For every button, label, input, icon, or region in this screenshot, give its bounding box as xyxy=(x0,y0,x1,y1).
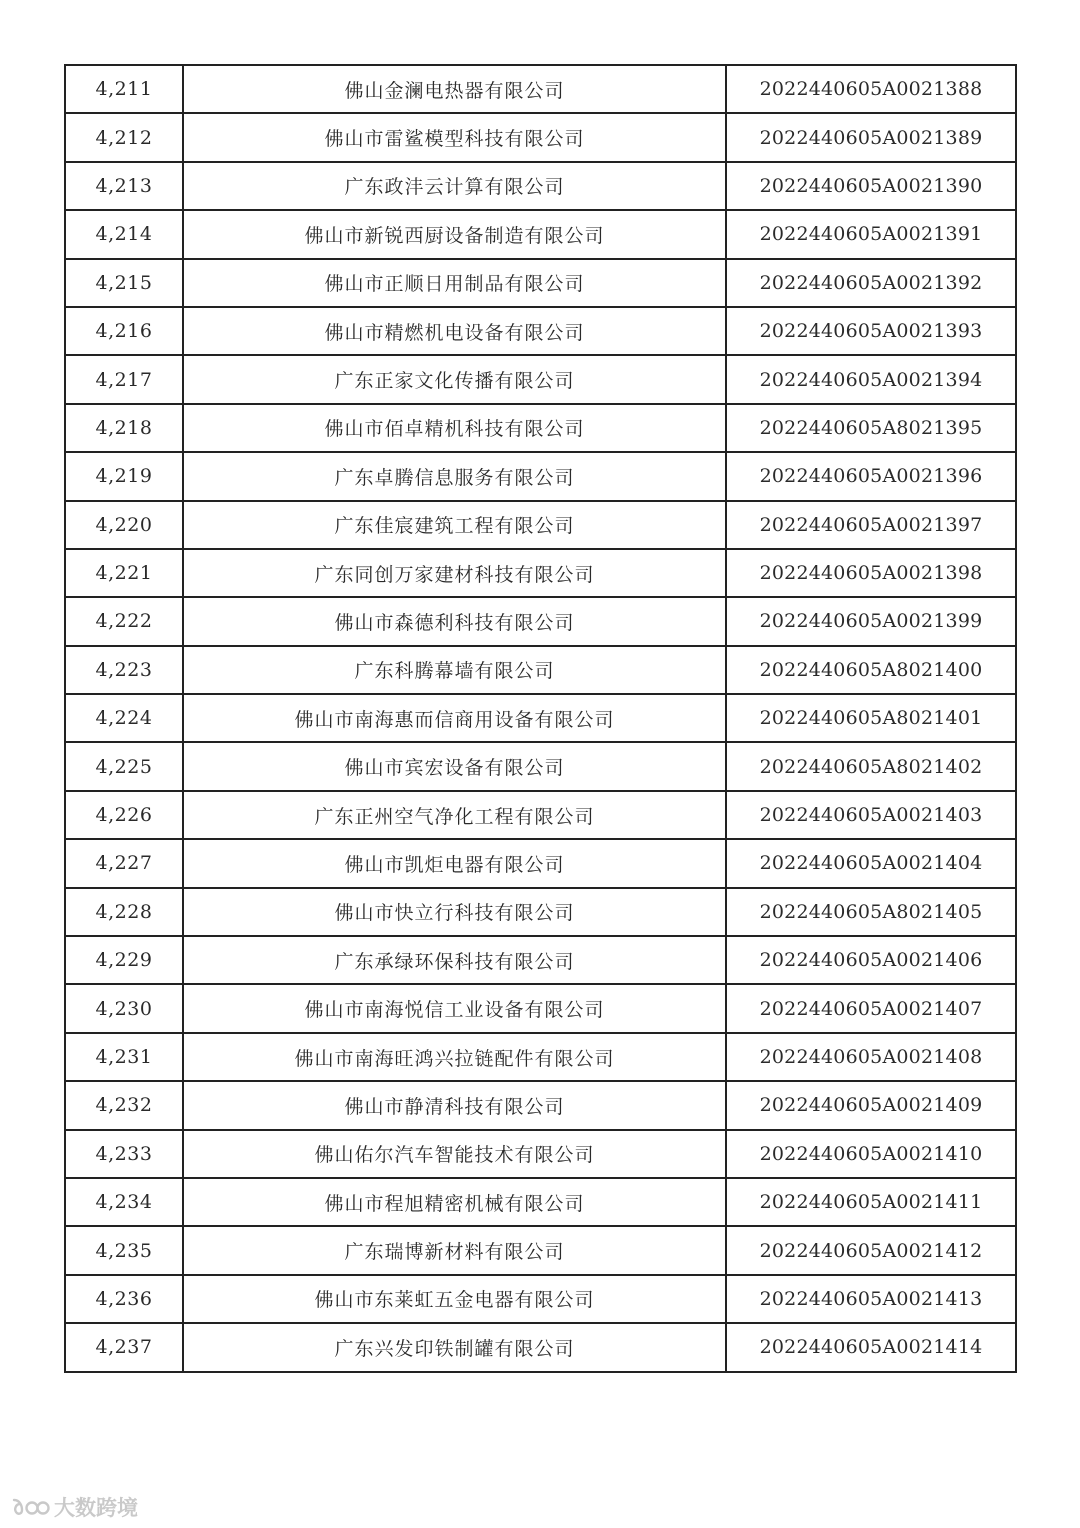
registration-code-cell: 2022440605A0021404 xyxy=(726,839,1016,887)
table-row xyxy=(65,452,1016,500)
table-row xyxy=(65,501,1016,549)
company-name-cell: 广东卓腾信息服务有限公司 xyxy=(183,452,726,500)
row-number-cell: 4,225 xyxy=(65,742,183,790)
table-row xyxy=(65,984,1016,1032)
company-name-cell: 佛山市静清科技有限公司 xyxy=(183,1081,726,1129)
company-name-cell: 广东正州空气净化工程有限公司 xyxy=(183,791,726,839)
row-number-cell: 4,230 xyxy=(65,984,183,1032)
table-row xyxy=(65,791,1016,839)
table-row xyxy=(65,1081,1016,1129)
table-row xyxy=(65,1130,1016,1178)
company-name-cell: 佛山市南海惠而信商用设备有限公司 xyxy=(183,694,726,742)
table-row xyxy=(65,549,1016,597)
row-number-cell: 4,227 xyxy=(65,839,183,887)
registration-code-cell: 2022440605A0021407 xyxy=(726,984,1016,1032)
row-number-cell: 4,222 xyxy=(65,597,183,645)
company-name-cell: 佛山市南海悦信工业设备有限公司 xyxy=(183,984,726,1032)
row-number-cell: 4,219 xyxy=(65,452,183,500)
registration-code-cell: 2022440605A0021393 xyxy=(726,307,1016,355)
company-name-cell: 广东政沣云计算有限公司 xyxy=(183,162,726,210)
row-number-cell: 4,236 xyxy=(65,1275,183,1323)
table-row xyxy=(65,597,1016,645)
table-body xyxy=(65,65,1016,1372)
registration-code-cell: 2022440605A0021413 xyxy=(726,1275,1016,1323)
registration-code-cell: 2022440605A0021398 xyxy=(726,549,1016,597)
table-row xyxy=(65,646,1016,694)
company-name-cell: 广东科腾幕墙有限公司 xyxy=(183,646,726,694)
table-row xyxy=(65,742,1016,790)
row-number-cell: 4,220 xyxy=(65,501,183,549)
registration-code-cell: 2022440605A8021401 xyxy=(726,694,1016,742)
table-row xyxy=(65,1226,1016,1274)
registration-code-cell: 2022440605A0021397 xyxy=(726,501,1016,549)
company-name-cell: 佛山市佰卓精机科技有限公司 xyxy=(183,404,726,452)
company-name-cell: 佛山市森德利科技有限公司 xyxy=(183,597,726,645)
row-number-cell: 4,235 xyxy=(65,1226,183,1274)
table-row xyxy=(65,936,1016,984)
company-name-cell: 佛山市程旭精密机械有限公司 xyxy=(183,1178,726,1226)
table-row xyxy=(65,839,1016,887)
company-name-cell: 广东承绿环保科技有限公司 xyxy=(183,936,726,984)
registration-code-cell: 2022440605A0021412 xyxy=(726,1226,1016,1274)
company-name-cell: 广东佳宸建筑工程有限公司 xyxy=(183,501,726,549)
company-name-cell: 佛山市宾宏设备有限公司 xyxy=(183,742,726,790)
registration-code-cell: 2022440605A0021390 xyxy=(726,162,1016,210)
registration-code-cell: 2022440605A0021392 xyxy=(726,259,1016,307)
registration-code-cell: 2022440605A0021396 xyxy=(726,452,1016,500)
registration-code-cell: 2022440605A0021409 xyxy=(726,1081,1016,1129)
table-row xyxy=(65,888,1016,936)
watermark xyxy=(10,1492,138,1522)
company-name-cell: 佛山市凯炬电器有限公司 xyxy=(183,839,726,887)
registration-code-cell: 2022440605A0021391 xyxy=(726,210,1016,258)
company-name-cell: 广东同创万家建材科技有限公司 xyxy=(183,549,726,597)
company-name-cell: 佛山市快立行科技有限公司 xyxy=(183,888,726,936)
table-row xyxy=(65,162,1016,210)
company-name-cell: 广东瑞博新材料有限公司 xyxy=(183,1226,726,1274)
table-row xyxy=(65,1178,1016,1226)
company-name-cell: 佛山佑尔汽车智能技术有限公司 xyxy=(183,1130,726,1178)
table-row xyxy=(65,307,1016,355)
table-row xyxy=(65,1275,1016,1323)
registration-code-cell: 2022440605A0021410 xyxy=(726,1130,1016,1178)
row-number-cell: 4,226 xyxy=(65,791,183,839)
company-name-cell: 佛山市正顺日用制品有限公司 xyxy=(183,259,726,307)
registration-code-cell: 2022440605A0021408 xyxy=(726,1033,1016,1081)
company-name-cell: 佛山市雷鲨模型科技有限公司 xyxy=(183,113,726,161)
row-number-cell: 4,223 xyxy=(65,646,183,694)
row-number-cell: 4,232 xyxy=(65,1081,183,1129)
company-name-cell: 广东正家文化传播有限公司 xyxy=(183,355,726,403)
row-number-cell: 4,214 xyxy=(65,210,183,258)
company-name-cell: 佛山市新锐西厨设备制造有限公司 xyxy=(183,210,726,258)
table-row xyxy=(65,1323,1016,1371)
row-number-cell: 4,229 xyxy=(65,936,183,984)
row-number-cell: 4,231 xyxy=(65,1033,183,1081)
table-row xyxy=(65,210,1016,258)
table-row xyxy=(65,694,1016,742)
company-list-table-container xyxy=(64,64,1015,1373)
row-number-cell: 4,224 xyxy=(65,694,183,742)
wechat-channel-logo-icon xyxy=(10,1496,50,1518)
row-number-cell: 4,218 xyxy=(65,404,183,452)
registration-code-cell: 2022440605A8021400 xyxy=(726,646,1016,694)
table-row xyxy=(65,1033,1016,1081)
row-number-cell: 4,228 xyxy=(65,888,183,936)
table-row xyxy=(65,113,1016,161)
row-number-cell: 4,212 xyxy=(65,113,183,161)
row-number-cell: 4,233 xyxy=(65,1130,183,1178)
company-name-cell: 佛山市东莱虹五金电器有限公司 xyxy=(183,1275,726,1323)
table-row xyxy=(65,65,1016,113)
registration-code-cell: 2022440605A0021411 xyxy=(726,1178,1016,1226)
row-number-cell: 4,213 xyxy=(65,162,183,210)
row-number-cell: 4,217 xyxy=(65,355,183,403)
registration-code-cell: 2022440605A0021406 xyxy=(726,936,1016,984)
registration-code-cell: 2022440605A0021388 xyxy=(726,65,1016,113)
company-name-cell: 佛山金澜电热器有限公司 xyxy=(183,65,726,113)
table-row xyxy=(65,259,1016,307)
company-name-cell: 佛山市精燃机电设备有限公司 xyxy=(183,307,726,355)
row-number-cell: 4,215 xyxy=(65,259,183,307)
row-number-cell: 4,216 xyxy=(65,307,183,355)
row-number-cell: 4,221 xyxy=(65,549,183,597)
registration-code-cell: 2022440605A0021399 xyxy=(726,597,1016,645)
registration-code-cell: 2022440605A8021395 xyxy=(726,404,1016,452)
registration-code-cell: 2022440605A0021403 xyxy=(726,791,1016,839)
company-list-table xyxy=(64,64,1017,1373)
company-name-cell: 佛山市南海旺鸿兴拉链配件有限公司 xyxy=(183,1033,726,1081)
company-name-cell: 广东兴发印铁制罐有限公司 xyxy=(183,1323,726,1371)
registration-code-cell: 2022440605A8021402 xyxy=(726,742,1016,790)
row-number-cell: 4,237 xyxy=(65,1323,183,1371)
registration-code-cell: 2022440605A0021389 xyxy=(726,113,1016,161)
row-number-cell: 4,234 xyxy=(65,1178,183,1226)
row-number-cell: 4,211 xyxy=(65,65,183,113)
registration-code-cell: 2022440605A8021405 xyxy=(726,888,1016,936)
table-row xyxy=(65,404,1016,452)
registration-code-cell: 2022440605A0021414 xyxy=(726,1323,1016,1371)
watermark-text: 大数跨境 xyxy=(54,1496,138,1520)
registration-code-cell: 2022440605A0021394 xyxy=(726,355,1016,403)
table-row xyxy=(65,355,1016,403)
